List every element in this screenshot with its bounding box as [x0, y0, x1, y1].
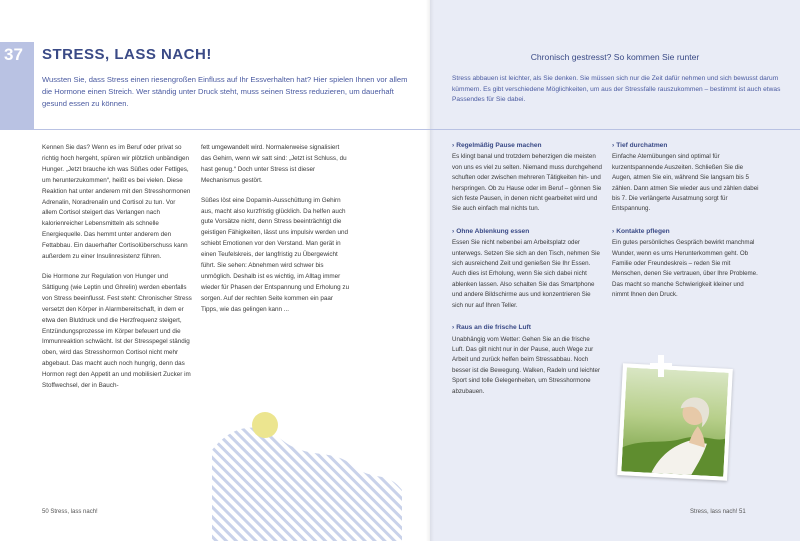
chapter-number: 37 [4, 45, 23, 64]
photo-frame [617, 363, 733, 481]
plus-icon [650, 355, 672, 377]
tip-section [612, 227, 762, 301]
tip-heading: Raus an die frische Luft [456, 324, 531, 332]
tip-text: Essen Sie nicht nebenbei am Arbeitsplatz oder unterwegs. Setzen Sie sich an den Tisch, nehmen Sie sich ausreichend Zeit und genießen Sie Ihr Essen. Auch dies ist Erholung, wenn Sie sich dabei nicht ablenken lassen. Also schalten Sie das Smartphone und andere Bildschirme aus und konzentrieren Sie sich nur auf Ihren Teller. [452, 239, 600, 309]
right-divider [430, 129, 800, 130]
tip-heading: Tief durchatmen [616, 142, 668, 149]
page-footer-left: 50 Stress, lass nach! [42, 509, 98, 515]
right-title: Chronisch gestresst? So kommen Sie runter [530, 52, 700, 62]
arrow-icon: › [452, 324, 455, 332]
paragraph: Kennen Sie das? Wenn es im Beruf oder privat so richtig hoch hergeht, spüren wir plötzlich unbändigen Hunger. „Jetzt brauche ich was Süßes oder Fettiges, um herunterzukommen“, heißt es bei vielen. Diese Reaktion hat unter anderem mit den Stresshormonen Adrenalin, Noradrenalin und Cortisol zu tun. Vor allem Cortisol steigert das Verlangen nach kalorienreicher Lebensmitteln als schnelle Energiequelle. Das hemmt unter anderem den Fettabbau. Ein dauerhafter Cortisolüberschuss kann außerdem zu einer Insulinresistenz führen. [42, 144, 191, 261]
decorative-stripes [212, 410, 402, 541]
yellow-dot [252, 412, 278, 438]
paragraph: Süßes löst eine Dopamin-Ausschüttung im Gehirn aus, macht also kurzfristig glücklich. Da helfen auch gute Vorsätze nicht, denn Stress beeinträchtigt die geistigen Fähigkeiten, lässt uns impulsiv werden und schiebt Emotionen vor den Verstand. Man gerät in einen Teufelskreis, der langfristig zu Übergewicht führt. Sie sehen: Abnehmen wird schwer bis unmöglich. Deshalb ist es wichtig, im Alltag immer wieder für Phasen der Entspannung und Erholung zu sorgen. Auf der rechten Seite kommen ein paar Tipps, wie das gelingen kann ... [201, 196, 350, 313]
tip-section [612, 141, 762, 215]
tips-column-1 [452, 141, 602, 409]
book-gutter [426, 0, 434, 541]
body-column-2 [201, 143, 351, 325]
tip-section [452, 323, 602, 397]
tip-section [452, 227, 602, 311]
arrow-icon: › [612, 227, 615, 235]
right-intro: Stress abbauen ist leichter, als Sie denken. Sie müssen sich nur die Zeit dafür nehmen und sich bewusst darum kümmern. Es gibt verschiedene Möglichkeiten, um aus der Stressfalle rauszukommen – bestimmt ist auch etwas Passendes für Sie dabei. [452, 75, 781, 103]
chapter-number-box [0, 42, 34, 130]
paragraph: Die Hormone zur Regulation von Hunger und Sättigung (wie Leptin und Ghrelin) werden ebenfalls von Stress beeinflusst. Fest steht: Chronischer Stress versetzt den Körper in Alarmbereitschaft, in dem er etwa den Blutdruck und die Herzfrequenz steigert, Entzündungsprozesse im Körper befeuert und die Immunreaktion schwächt. Ist der Stresspegel ständig oben, wird das Stresshormon Cortisol nicht mehr abgebaut. Das macht auch noch hungrig, denn das Hormon regt den Appetit an und mobilisiert Zucker im Stoffwechsel, der in Bauch- [42, 272, 192, 390]
divider [0, 129, 430, 130]
tip-text: Ein gutes persönliches Gespräch bewirkt manchmal Wunder, wenn es ums Herunterkommen geht. Ob Familie oder Freundeskreis – reden Sie mit Menschen, denen Sie vertrauen, über Ihre Probleme. Das macht so manche Schwierigkeit kleiner und nimmt Ihnen den Druck. [612, 239, 758, 299]
arrow-icon: › [452, 142, 455, 149]
page-title: STRESS, LASS NACH! [42, 46, 212, 63]
paragraph: fett umgewandelt wird. Normalerweise signalisiert das Gehirn, wenn wir satt sind: „Jetzt ist Schluss, du hast genug.“ Doch unter Stress ist dieser Mechanismus gestört. [201, 144, 347, 184]
body-column-1 [42, 143, 192, 401]
intro-text: Wussten Sie, dass Stress einen riesengroßen Einfluss auf Ihr Essverhalten hat? Hier spielen Ihnen vor allem die Hormone einen Streich. Wer ständig unter Druck steht, muss seinen Stress reduzieren, um dauerhaft gesund essen zu können. [42, 75, 408, 108]
tip-heading: Kontakte pflegen [616, 227, 670, 235]
relaxing-woman-photo [621, 367, 728, 476]
tip-text: Es klingt banal und trotzdem beherzigen die meisten von uns es viel zu selten. Niemand muss durchgehend schuften oder zwischen mehreren Tätigkeiten hin- und herspringen. Ob zu Hause oder im Beruf – gönnen Sie sich feste Pausen, in denen nicht gearbeitet wird und Sie auch einfach mal nichts tun. [452, 153, 602, 213]
tip-heading: Ohne Ablenkung essen [456, 227, 530, 235]
tip-text: Unabhängig vom Wetter: Gehen Sie an die frische Luft. Das gilt nicht nur in der Pause, auch Wege zur Arbeit und zurück helfen beim Stressabbau. Noch besser ist die Bewegung. Walken, Radeln und leichter Sport sind tolle Gelegenheiten, um Stresshormone abzubauen. [452, 335, 601, 395]
arrow-icon: › [452, 227, 455, 235]
tips-column-2 [612, 141, 762, 313]
page-footer-right: Stress, lass nach! 51 [690, 509, 746, 515]
tip-heading: Regelmäßig Pause machen [456, 142, 542, 149]
arrow-icon: › [612, 142, 615, 149]
tip-text: Einfache Atemübungen sind optimal für kurzentspannende Auszeiten. Schließen Sie die Augen, atmen Sie ein, während Sie langsam bis 5 zählen. Dann atmen Sie wieder aus und zählen dabei bis 7. Die verlängerte Ausatmung sorgt für Entspannung. [612, 153, 759, 213]
tip-section [452, 141, 602, 215]
